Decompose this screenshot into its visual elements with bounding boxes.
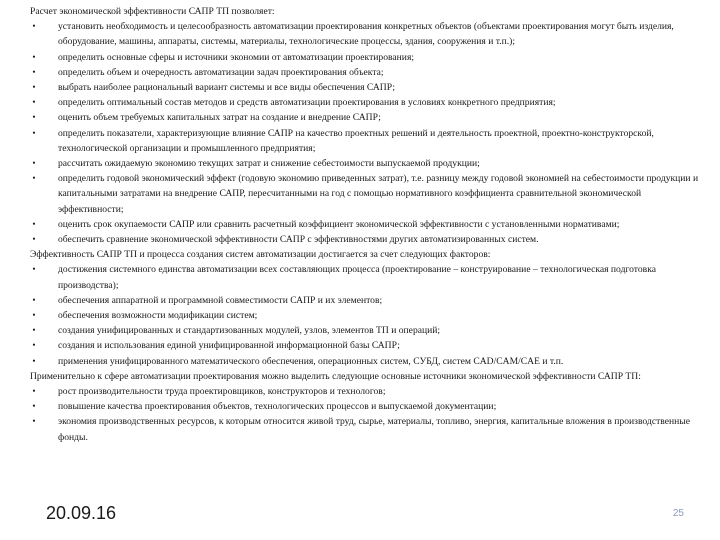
list-item-text: установить необходимость и целесообразность автоматизации проектирования конкретных объектов (объектами проектирования могут быть изделия, оборудование, машины, аппараты, системы, материалы, технологические процессы, здания, сооружения и т.п.);: [58, 21, 674, 48]
section-economic-calculation: [30, 4, 702, 247]
bullet-icon: •: [32, 82, 36, 93]
list-item: [30, 110, 702, 125]
document-body: [30, 4, 702, 445]
bullet-icon: •: [32, 112, 36, 123]
list-item: [30, 217, 702, 232]
list-item-text: оценить объем требуемых капитальных затрат на создание и внедрение САПР;: [58, 112, 381, 124]
list-item-text: рост производительности труда проектировщиков, конструкторов и технологов;: [58, 386, 386, 398]
bullet-icon: •: [32, 416, 36, 427]
list-item: [30, 323, 702, 338]
bullet-icon: •: [32, 294, 36, 305]
list-item-text: оценить срок окупаемости САПР или сравнить расчетный коэффициент экономической эффективности с установленными нормативами;: [58, 218, 620, 230]
list-item-text: определить оптимальный состав методов и средств автоматизации проектирования в условиях конкретного предприятия;: [58, 97, 556, 109]
list-item-text: выбрать наиболее рациональный вариант системы и все виды обеспечения САПР;: [58, 82, 396, 94]
list-item: [30, 19, 702, 49]
section-efficiency-sources: [30, 369, 702, 445]
list-item: [30, 65, 702, 80]
list-item: [30, 399, 702, 414]
list-item-text: определить годовой экономический эффект (годовую экономию приведенных затрат), т.е. разницу между годовой экономией на себестоимости продукции и капитальными затратами на внедрение САПР, пересчитанными на год с помощью нормативного коэффициента сравнительной экономической эффективности;: [58, 173, 699, 215]
list-item-text: определить показатели, характеризующие влияние САПР на качество проектных решений и деятельность проектной, проектно-конструкторской, технологической организации и промышленного предприятия;: [58, 127, 654, 154]
list-item: [30, 50, 702, 65]
bullet-icon: •: [32, 310, 36, 321]
list-item-text: обеспечения аппаратной и программной совместимости САПР и их элементов;: [58, 294, 383, 306]
list-item-text: обеспечения возможности модификации систем;: [58, 310, 258, 322]
list-item: [30, 354, 702, 369]
bullet-icon: •: [32, 21, 36, 32]
list-item: [30, 414, 702, 444]
list-item-text: повышение качества проектирования объектов, технологических процессов и выпускаемой документации;: [58, 401, 497, 413]
bullet-icon: •: [32, 386, 36, 397]
list-item-text: применения унифицированного математического обеспечения, операционных систем, СУБД, систем CAD/CAM/CAE и т.п.: [58, 355, 564, 367]
bullet-icon: •: [32, 355, 36, 366]
section-efficiency-factors: [30, 247, 702, 369]
bullet-icon: •: [32, 173, 36, 184]
bullet-icon: •: [32, 97, 36, 108]
list-item-text: рассчитать ожидаемую экономию текущих затрат и снижение себестоимости выпускаемой продукции;: [58, 158, 480, 170]
list-item-text: обеспечить сравнение экономической эффективности САПР с эффективностями других автоматизированных систем.: [58, 234, 539, 246]
bullet-icon: •: [32, 340, 36, 351]
list-item-text: экономия производственных ресурсов, к которым относится живой труд, сырье, материалы, топливо, энергия, капитальные вложения в производственные фонды.: [58, 416, 690, 443]
bullet-icon: •: [32, 158, 36, 169]
list-item: [30, 384, 702, 399]
list-item: [30, 171, 702, 217]
bullet-icon: •: [32, 66, 36, 77]
list-item-text: определить объем и очередность автоматизации задач проектирования объекта;: [58, 66, 384, 78]
list-item: [30, 262, 702, 292]
page-number: 25: [672, 508, 684, 519]
list-item-text: достижения системного единства автоматизации всех составляющих процесса (проектирование – конструирование – технологическая подготовка производства);: [58, 264, 656, 291]
list-item-text: создания и использования единой унифицированной информационной базы САПР;: [58, 340, 400, 352]
list-item-text: создания унифицированных и стандартизованных модулей, узлов, элементов ТП и операций;: [58, 325, 441, 337]
list-item: [30, 308, 702, 323]
bullet-icon: •: [32, 234, 36, 245]
section-intro: Эффективность САПР ТП и процесса создания систем автоматизации достигается за счет следующих факторов:: [30, 249, 491, 261]
footer-date: 20.09.16: [46, 503, 117, 523]
bullet-icon: •: [32, 325, 36, 336]
bullet-icon: •: [32, 127, 36, 138]
list-item: [30, 156, 702, 171]
bullet-icon: •: [32, 218, 36, 229]
list-item: [30, 232, 702, 247]
list-item: [30, 293, 702, 308]
list-item: [30, 126, 702, 156]
list-item: [30, 338, 702, 353]
list-item: [30, 95, 702, 110]
bullet-icon: •: [32, 401, 36, 412]
section-intro: Применительно к сфере автоматизации проектирования можно выделить следующие основные источники экономической эффективности САПР ТП:: [30, 370, 641, 382]
bullet-icon: •: [32, 264, 36, 275]
list-item-text: определить основные сферы и источники экономии от автоматизации проектирования;: [58, 51, 415, 63]
list-item: [30, 80, 702, 95]
bullet-icon: •: [32, 51, 36, 62]
section-intro: Расчет экономической эффективности САПР ТП позволяет:: [30, 6, 275, 17]
